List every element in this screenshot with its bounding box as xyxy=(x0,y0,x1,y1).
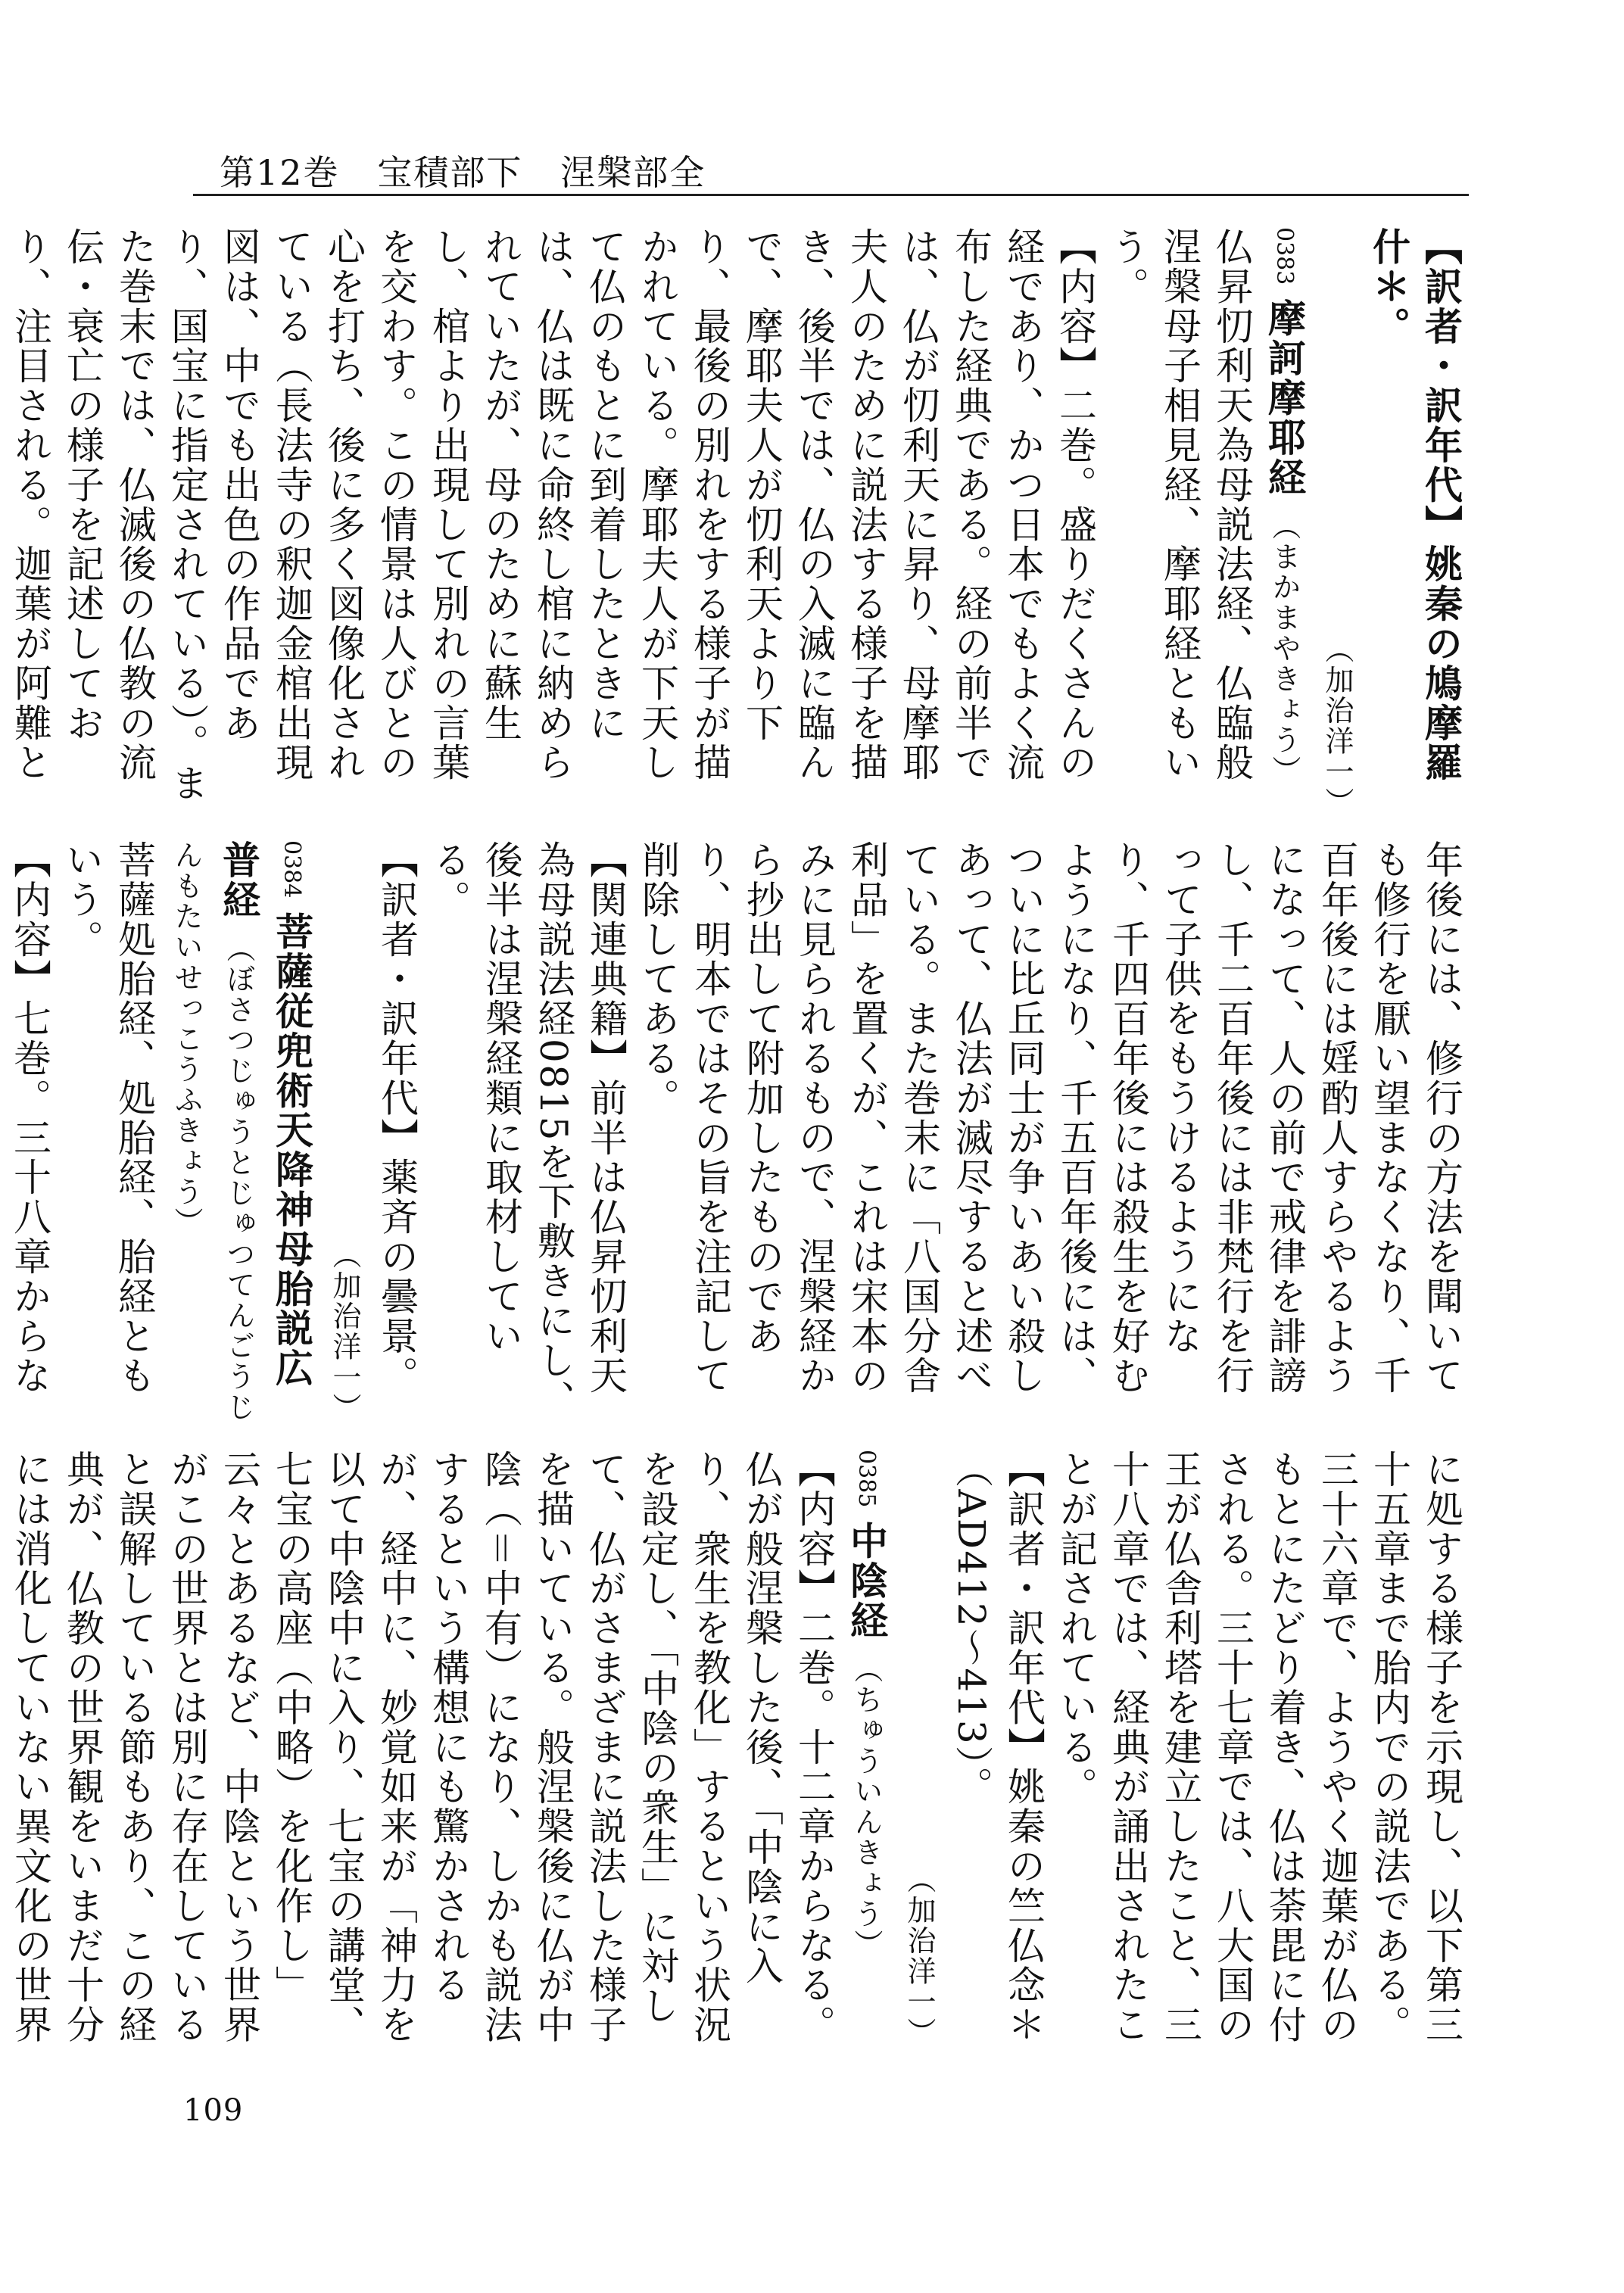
running-header xyxy=(220,145,706,195)
entry-number: 0383 xyxy=(1271,227,1298,285)
entry-0383-translator: 【訳者・訳年代】薬斉の曇景。 xyxy=(375,840,419,1396)
page-number: 109 xyxy=(183,2093,244,2128)
header-rule xyxy=(193,194,1469,196)
prev-entry-translator: 【訳者・訳年代】姚秦の鳩摩羅什＊。 xyxy=(1367,227,1463,783)
entry-0383-author: （加治洋一） xyxy=(328,1239,361,1423)
tier-2 xyxy=(8,840,1467,1423)
entry-0383-alt-names: 仏昇忉利天為母説法経、仏臨般涅槃母子相見経、摩耶経ともいう。 xyxy=(1105,227,1254,783)
entry-number: 0385 xyxy=(853,1450,880,1508)
entry-0384-translator: 【訳者・訳年代】姚秦の竺仏念＊（AD412〜413）。 xyxy=(949,1450,1046,2045)
entry-0384-heading xyxy=(160,840,318,1423)
tier-1 xyxy=(8,227,1467,818)
entry-0383-related: 【関連典籍】前半は仏昇忉利天為母説法経0815を下敷きにし、後半は涅槃経類に取材している。 xyxy=(427,840,628,1420)
tier-3 xyxy=(8,1450,1467,2048)
entry-reading: （ちゅういんきょう） xyxy=(849,1654,883,1961)
entry-number: 0384 xyxy=(279,840,305,899)
entry-0385-content: 【内容】二巻。十二章からなる。仏が般涅槃した後、「中陰に入り、衆生を教化」するという状況を設定し、「中陰の衆生」に対して、仏がさまざまに説法した様子を描いている。般涅槃後に仏が中陰（＝中有）になり、しかも説法するという構想にも驚かされるが、経中に、妙覚如来が「神力を以て中陰中に入り、七宝の講堂、七宝の高座（中略）を化作し」云々とあるなど、中陰という世界がこの世界とは別に存在していると誤解している節もあり、この経典が、仏教の世界観をいまだ十分には消化していない異文化の世界 xyxy=(8,1450,836,2045)
prev-entry-author: （加治洋一） xyxy=(1320,634,1354,818)
entry-0384-author: （加治洋一） xyxy=(902,1864,936,2048)
section-label-b: 涅槃部全 xyxy=(560,152,706,193)
entry-0383-content: 【内容】二巻。盛りだくさんの経であり、かつ日本でもよく流布した経典である。経の前半では、仏が忉利天に昇り、母摩耶夫人のために説法する様子を描き、後半では、仏の入滅に臨んで、摩耶夫人が忉利天より下り、最後の別れをする様子が描かれている。摩耶夫人が下天して仏のもとに到着したときには、仏は既に命終し棺に納められていたが、母のために蘇生し、棺より出現して別れの言葉を交わす。この情景は人びとの心を打ち、後に多く図像化されている（長法寺の釈迦金棺出現図は、中でも出色の作品であり、国宝に指定されている）。また巻末では、仏滅後の仏教の流伝・衰亡の様子を記述しており、注目される。迦葉が阿難と xyxy=(8,227,1097,803)
entry-0385-heading xyxy=(840,1450,893,2048)
entry-0383-heading xyxy=(1258,227,1311,818)
entry-title: 摩訶摩耶経 xyxy=(1262,298,1307,497)
entry-reading: （まかまやきょう） xyxy=(1267,510,1301,787)
entry-0384-content-cont: に処する様子を示現し、以下第三十五章まで胎内での説法である。三十六章で、ようやく迦葉が仏のもとにたどり着き、仏は荼毘に付される。三十七章では、八大国の王が仏舎利塔を建立したこと、三十八章では、経典が誦出されたことが記されている。 xyxy=(1054,1450,1463,2045)
entry-0384-alt-names: 菩薩処胎経、処胎経、胎経ともいう。 xyxy=(60,840,156,1396)
volume-label: 第12巻 xyxy=(220,152,340,193)
entry-0384-content: 【内容】七巻。三十八章からな xyxy=(8,840,51,1396)
entry-title: 菩薩従兜術天降神母胎説広普経 xyxy=(217,840,314,1388)
entry-0383-content-cont: 年後には、修行の方法を聞いても修行を厭い望まなくなり、千百年後には婬酌人すらやるようになって、人の前で戒律を誹謗し、千二百年後には非梵行を行って子供をもうけるようになり、千四百年後には殺生を好むようになり、千五百年後には、ついに比丘同士が争いあい殺しあって、仏法が滅尽すると述べている。また巻末に「八国分舎利品」を置くが、これは宋本のみに見られるもので、涅槃経から抄出して附加したものであり、明本ではその旨を注記して削除してある。 xyxy=(636,840,1463,1396)
section-label-a: 宝積部下 xyxy=(377,152,523,193)
entry-reading: （ぼさつじゅうとじゅつてんごうじんもたいせっこうふきょう） xyxy=(170,840,255,1423)
entry-title: 中陰経 xyxy=(844,1521,889,1640)
